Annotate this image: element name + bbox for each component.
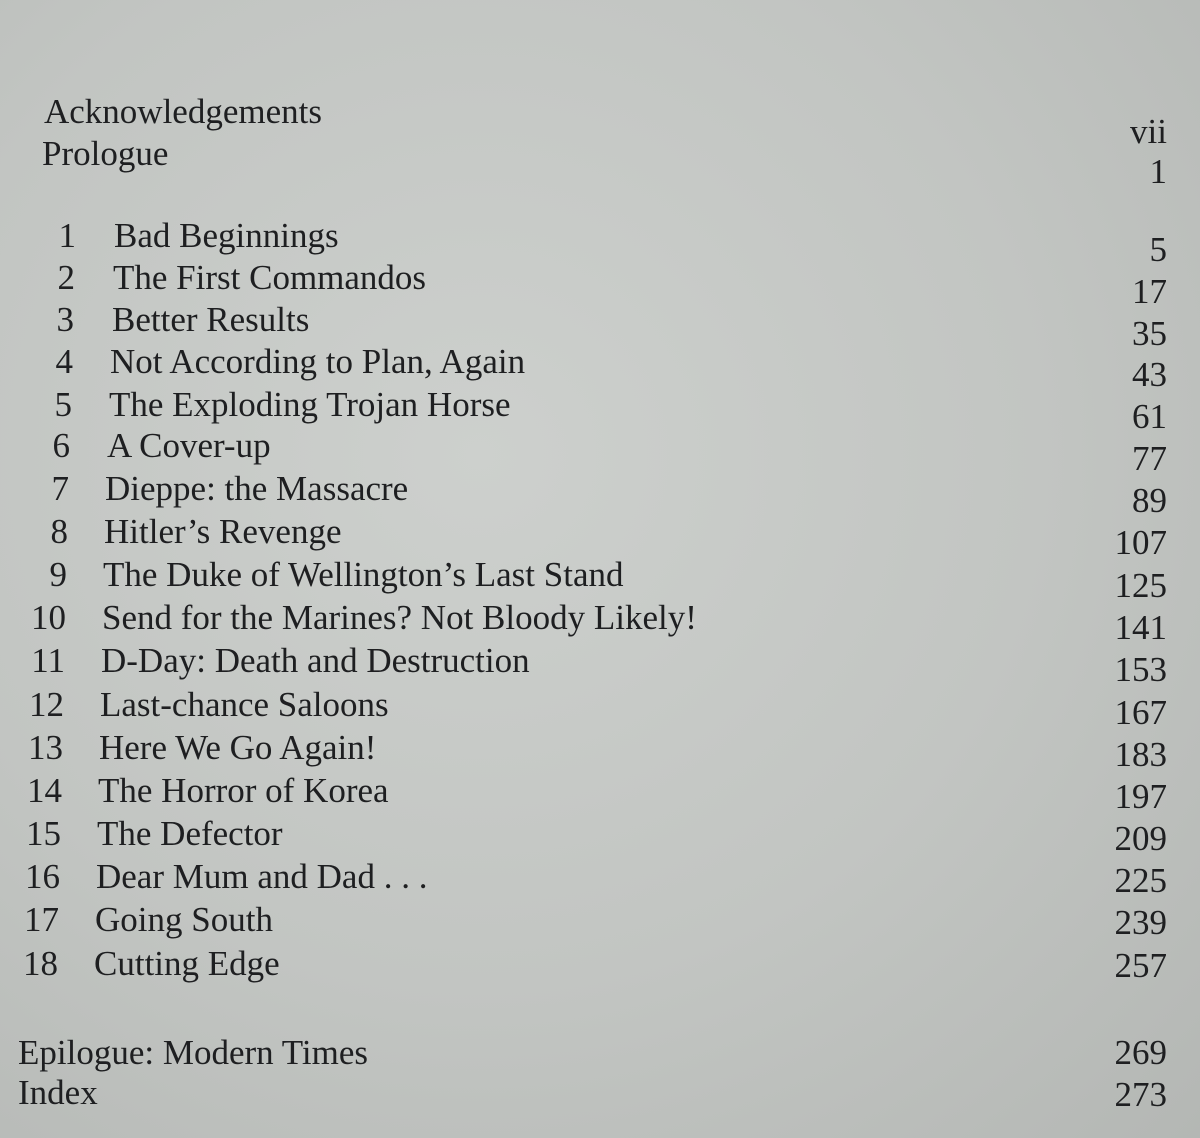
chapter-title: A Cover-up <box>107 426 271 465</box>
toc-entry-prologue-title: Prologue <box>42 134 169 173</box>
toc-entry-epilogue-title: Epilogue: Modern Times <box>18 1033 369 1072</box>
chapter-row <box>0 598 900 638</box>
chapter-title: Send for the Marines? Not Bloody Likely! <box>102 598 697 637</box>
chapter-row <box>0 771 896 811</box>
chapter-row <box>0 900 893 940</box>
chapter-number: 16 <box>25 857 60 896</box>
chapter-number: 18 <box>23 944 58 983</box>
chapter-title: Going South <box>95 900 273 939</box>
chapter-row <box>6 385 906 425</box>
chapter-number: 10 <box>31 598 66 637</box>
chapter-page: 141 <box>1114 608 1167 647</box>
chapter-page: 209 <box>1114 819 1167 858</box>
chapter-title: Cutting Edge <box>94 944 280 983</box>
toc-entry-epilogue-page: 269 <box>1114 1033 1167 1072</box>
chapter-title: The First Commandos <box>113 258 427 297</box>
chapter-number: 7 <box>51 469 69 508</box>
chapter-row <box>4 426 904 466</box>
chapter-row <box>0 641 899 681</box>
chapter-number: 1 <box>58 216 76 255</box>
chapter-page: 61 <box>1132 397 1167 436</box>
chapter-number: 4 <box>55 342 73 381</box>
chapter-page: 167 <box>1114 693 1167 732</box>
chapter-title: Bad Beginnings <box>114 216 339 255</box>
chapter-page: 5 <box>1149 230 1167 269</box>
chapter-row <box>10 216 910 256</box>
chapter-row <box>1 555 901 595</box>
chapter-number: 12 <box>29 685 64 724</box>
chapter-number: 5 <box>54 385 72 424</box>
chapter-title: Dear Mum and Dad . . . <box>96 857 428 896</box>
chapter-title: The Defector <box>97 814 283 853</box>
chapter-title: Better Results <box>112 300 310 339</box>
chapter-row <box>3 469 903 509</box>
toc-entry-acknowledgements-title: Acknowledgements <box>44 92 322 131</box>
chapter-row <box>0 944 892 984</box>
chapter-page: 153 <box>1114 650 1167 689</box>
toc-entry-index-title: Index <box>18 1073 98 1112</box>
chapter-row <box>0 685 898 725</box>
chapter-row <box>9 258 909 298</box>
chapter-title: Hitler’s Revenge <box>104 512 342 551</box>
chapter-title: Not According to Plan, Again <box>110 342 526 381</box>
chapter-page: 89 <box>1132 481 1167 520</box>
chapter-number: 9 <box>49 555 67 594</box>
chapter-title: Dieppe: the Massacre <box>105 469 409 508</box>
chapter-title: D-Day: Death and Destruction <box>101 641 530 680</box>
chapter-row <box>2 512 902 552</box>
chapter-page: 35 <box>1132 314 1167 353</box>
toc-entry-prologue-page: 1 <box>1149 152 1167 191</box>
chapter-title: Here We Go Again! <box>99 728 377 767</box>
chapter-number: 15 <box>26 814 61 853</box>
toc-entry-acknowledgements-page: vii <box>1130 112 1167 151</box>
chapter-number: 6 <box>52 426 70 465</box>
chapter-page: 125 <box>1114 566 1167 605</box>
chapter-page: 43 <box>1132 355 1167 394</box>
chapter-page: 257 <box>1114 946 1167 985</box>
chapter-row <box>0 728 897 768</box>
chapter-row <box>0 857 894 897</box>
toc-entry-index-page: 273 <box>1114 1075 1167 1114</box>
chapter-page: 239 <box>1114 903 1167 942</box>
chapter-number: 3 <box>56 300 74 339</box>
chapter-page: 197 <box>1114 777 1167 816</box>
chapter-number: 2 <box>57 258 75 297</box>
chapter-number: 8 <box>50 512 68 551</box>
chapter-page: 17 <box>1132 272 1167 311</box>
chapter-number: 13 <box>28 728 63 767</box>
chapter-row <box>8 300 908 340</box>
chapter-page: 225 <box>1114 861 1167 900</box>
chapter-title: Last-chance Saloons <box>100 685 389 724</box>
chapter-number: 17 <box>24 900 59 939</box>
chapter-row <box>7 342 907 382</box>
chapter-page: 107 <box>1114 523 1167 562</box>
chapter-title: The Exploding Trojan Horse <box>109 385 511 424</box>
chapter-row <box>0 814 895 854</box>
chapter-page: 183 <box>1114 735 1167 774</box>
chapter-number: 11 <box>31 641 65 680</box>
chapter-title: The Horror of Korea <box>98 771 389 810</box>
chapter-number: 14 <box>27 771 62 810</box>
chapter-title: The Duke of Wellington’s Last Stand <box>103 555 624 594</box>
chapter-page: 77 <box>1132 439 1167 478</box>
